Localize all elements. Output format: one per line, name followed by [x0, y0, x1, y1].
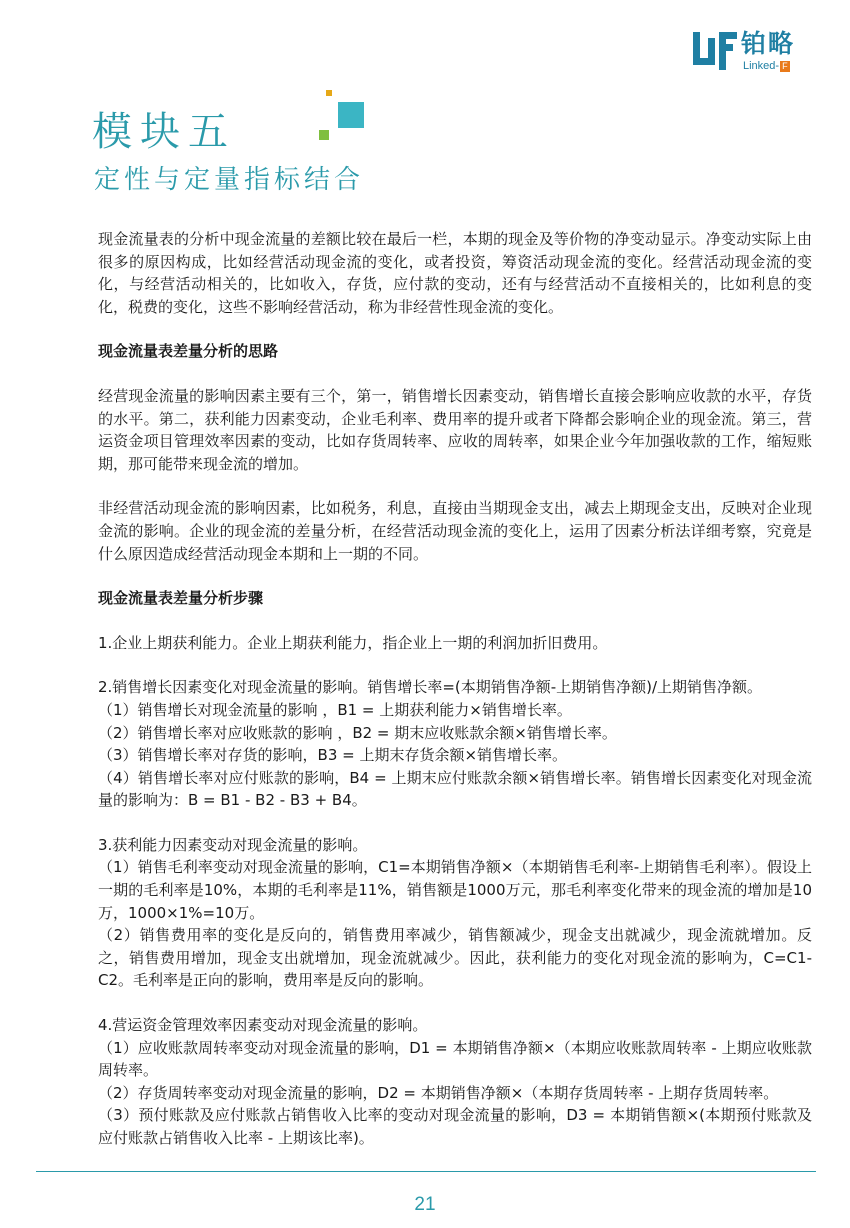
step-1: 1.企业上期获利能力。企业上期获利能力，指企业上一期的利润加折旧费用。: [98, 633, 608, 652]
section-heading-steps: 现金流量表差量分析步骤: [98, 589, 264, 608]
module-title: 模块五: [92, 109, 236, 155]
module-subtitle: 定性与定量指标结合: [94, 165, 365, 195]
decorative-squares-icon: [317, 90, 367, 146]
intro-paragraph: 现金流量表的分析中现金流量的差额比较在最后一栏，本期的现金及等价物的净变动显示。净变动实际上由很多的原因构成，比如经营活动现金流的变化，或者投资，筹资活动现金流的变化。经营活动现金流的变化，与经营活动相关的，比如收入，存货，应付款的变动，还有与经营活动不直接相关的，比如利息的变化，税费的变化，这些不影响经营活动，称为非经营性现金流的变化。: [98, 230, 812, 316]
step-2-item-3: （3）销售增长率对存货的影响，B3 = 上期末存货余额×销售增长率。: [98, 746, 568, 765]
step-4: 4.营运资金管理效率因素变动对现金流量的影响。: [98, 1016, 428, 1035]
step-3-item-2: （2）销售费用率的变化是反向的，销售费用率减少，销售额减少，现金支出就减少，现金流就增加。反之，销售费用增加，现金支出就增加，现金流就减少。因此，获利能力的变化对现金流的影响为，C=C1-C2。毛利率是正向的影响，费用率是反向的影响。: [98, 926, 812, 990]
step-2-item-1: （1）销售增长对现金流量的影响 ，B1 = 上期获利能力×销售增长率。: [98, 700, 572, 719]
operating-factors-paragraph: 经营现金流量的影响因素主要有三个，第一，销售增长因素变动，销售增长直接会影响应收款的水平，存货的水平。第二，获利能力因素变动，企业毛利率、费用率的提升或者下降都会影响企业的现金流。第三，营运资金项目管理效率因素的变动，比如存货周转率、应收的周转率，如果企业今年加强收款的工作，缩短账期，那可能带来现金流的增加。: [98, 386, 812, 473]
linked-f-logo-icon: [693, 32, 737, 70]
footer-divider: [36, 1171, 816, 1172]
brand-name-cn: 铂略: [741, 29, 796, 58]
brand-logo: [693, 28, 813, 78]
step-2-item-2: （2）销售增长率对应收账款的影响 ，B2 = 期末应收账款余额×销售增长率。: [98, 723, 617, 742]
brand-name-en: [743, 60, 790, 72]
page-number: 21: [414, 1194, 436, 1215]
step-4-item-2: （2）存货周转率变动对现金流量的影响，D2 = 本期销售净额×（本期存货周转率 - 上期存货周转率。: [98, 1083, 779, 1102]
brand-name-en-text: Linked-: [743, 60, 780, 72]
non-operating-paragraph: 非经营活动现金流的影响因素，比如税务，利息，直接由当期现金支出，减去上期现金支出，反映对企业现金流的影响。企业的现金流的差量分析，在经营活动现金流的变化上，运用了因素分析法详细考察，究竟是什么原因造成经营活动现金本期和上一期的不同。: [98, 499, 812, 563]
document-body: [98, 228, 812, 1150]
step-4-item-1: （1）应收账款周转率变动对现金流量的影响，D1 = 本期销售净额×（本期应收账款周转率 - 上期应收账款周转率。: [98, 1038, 812, 1080]
step-2: 2.销售增长因素变化对现金流量的影响。销售增长率=(本期销售净额-上期销售净额)/上期销售净额。: [98, 678, 763, 697]
step-3-item-1: （1）销售毛利率变动对现金流量的影响，C1=本期销售净额×（本期销售毛利率-上期销售毛利率）。假设上一期的毛利率是10%，本期的毛利率是11%，销售额是1000万元，那毛利率变化带来的现金流的增加是10万，1000×1%=10万。: [98, 858, 812, 922]
brand-name-en-suffix: F: [782, 61, 788, 71]
step-2-item-4: （4）销售增长率对应付账款的影响，B4 = 上期末应付账款余额×销售增长率。销售增长因素变化对现金流量的影响为：B = B1 - B2 - B3 + B4。: [98, 768, 812, 810]
step-4-item-3: （3）预付账款及应付账款占销售收入比率的变动对现金流量的影响，D3 = 本期销售额×(本期预付账款及应付账款占销售收入比率 - 上期该比率)。: [98, 1106, 812, 1147]
step-3: 3.获利能力因素变动对现金流量的影响。: [98, 835, 368, 854]
section-heading-approach: 现金流量表差量分析的思路: [98, 342, 279, 361]
